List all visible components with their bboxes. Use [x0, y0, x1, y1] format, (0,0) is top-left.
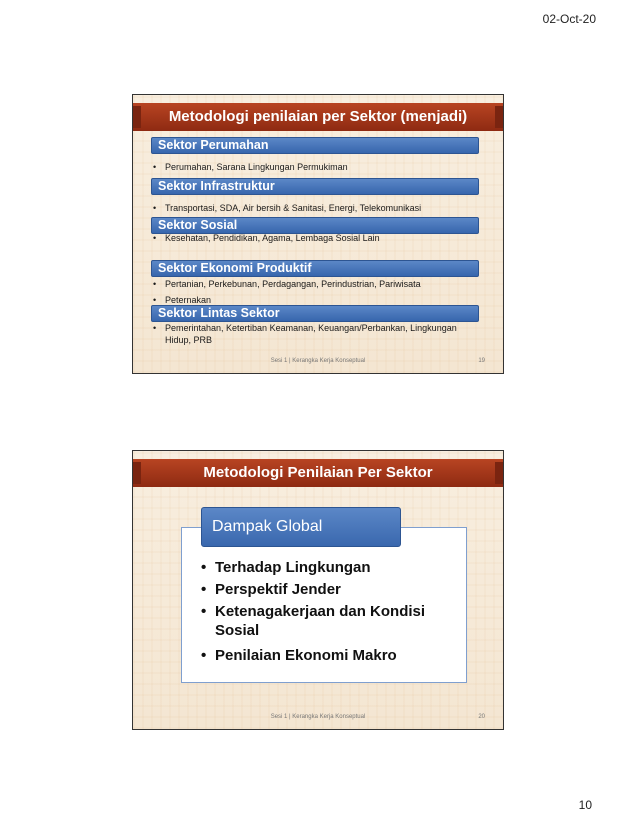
bullet-icon: •	[153, 279, 157, 289]
page-number: 10	[578, 798, 592, 812]
bullet-text: Penilaian Ekonomi Makro	[215, 647, 397, 664]
slide-number: 20	[478, 714, 485, 720]
slide-footer	[133, 355, 503, 367]
bullet-item	[151, 202, 491, 214]
bullet-text: Sosial	[215, 622, 260, 639]
slide-footer	[133, 711, 503, 723]
bullet-text: Perumahan, Sarana Lingkungan Permukiman	[165, 162, 348, 172]
bullet-text: Hidup, PRB	[165, 335, 213, 345]
footer-text: Sesi 1 | Kerangka Kerja Konseptual	[270, 358, 366, 364]
page-date: 02-Oct-20	[542, 12, 596, 26]
slide-title-bar	[133, 103, 503, 131]
slide-title-bar	[133, 459, 503, 487]
bullet-text: Pemerintahan, Ketertiban Keamanan, Keuangan/Perbankan, Lingkungan	[165, 323, 457, 333]
slide-title: Metodologi penilaian per Sektor (menjadi)	[168, 108, 468, 125]
bullet-item-continued	[151, 334, 491, 346]
bullet-text: Ketenagakerjaan dan Kondisi	[215, 603, 426, 620]
bullet-item	[201, 603, 451, 621]
bullet-item	[201, 647, 451, 665]
box-heading: Dampak Global	[201, 507, 401, 547]
slide-19	[132, 94, 504, 374]
sector-heading-infrastruktur: Sektor Infrastruktur	[151, 178, 479, 195]
bullet-text: Perspektif Jender	[215, 581, 341, 598]
bullet-text: Transportasi, SDA, Air bersih & Sanitasi, Energi, Telekomunikasi	[165, 203, 422, 213]
footer-text: Sesi 1 | Kerangka Kerja Konseptual	[270, 714, 366, 720]
bullet-icon: •	[153, 203, 157, 213]
sector-heading-ekonomi-produktif: Sektor Ekonomi Produktif	[151, 260, 479, 277]
bullet-icon: •	[201, 559, 207, 576]
bullet-icon: •	[153, 162, 157, 172]
bullet-item	[151, 322, 491, 334]
bullet-icon: •	[201, 581, 207, 598]
bullet-icon: •	[153, 233, 157, 243]
slide-20	[132, 450, 504, 730]
bullet-item	[201, 581, 451, 599]
bullet-text: Pertanian, Perkebunan, Perdagangan, Perindustrian, Pariwisata	[165, 279, 421, 289]
bullet-item	[151, 161, 491, 173]
bullet-item-continued	[201, 622, 451, 640]
bullet-item	[151, 232, 491, 244]
sector-heading-perumahan: Sektor Perumahan	[151, 137, 479, 154]
bullet-icon: •	[201, 647, 207, 664]
bullet-icon: •	[153, 323, 157, 333]
slide-title: Metodologi Penilaian Per Sektor	[203, 464, 433, 481]
bullet-item	[201, 559, 451, 577]
bullet-text: Peternakan	[165, 295, 212, 305]
bullet-text: Kesehatan, Pendidikan, Agama, Lembaga Sosial Lain	[165, 233, 380, 243]
slide-number: 19	[478, 358, 485, 364]
bullet-icon: •	[201, 603, 207, 620]
sector-heading-lintas-sektor: Sektor Lintas Sektor	[151, 305, 479, 322]
bullet-text: Terhadap Lingkungan	[215, 559, 371, 576]
bullet-item	[151, 278, 491, 290]
sector-heading-sosial: Sektor Sosial	[151, 217, 479, 234]
bullet-icon: •	[153, 295, 157, 305]
